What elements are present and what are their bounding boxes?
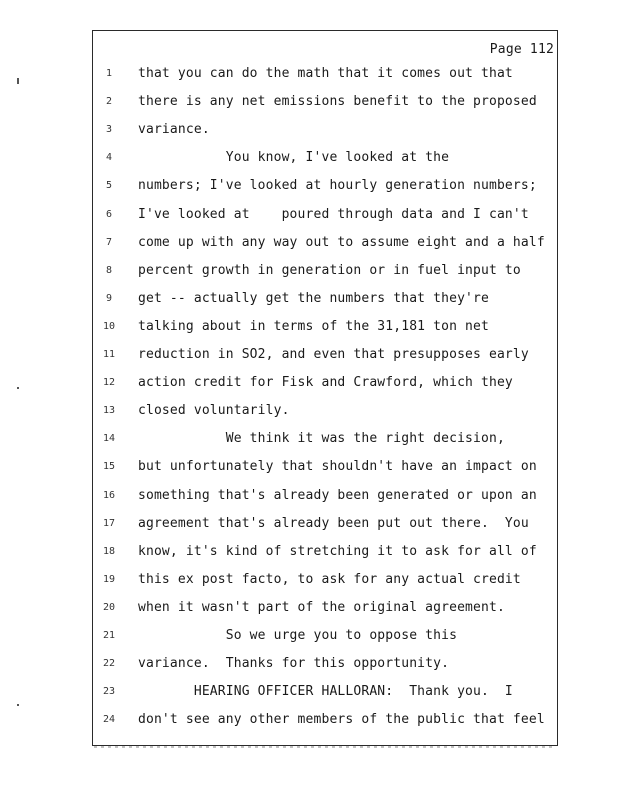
line-number: 10 xyxy=(102,320,116,332)
line-number: 15 xyxy=(102,461,116,473)
transcript-line: closed voluntarily. xyxy=(138,403,290,419)
transcript-line: I've looked at poured through data and I can't xyxy=(138,206,529,222)
transcript-line: variance. Thanks for this opportunity. xyxy=(138,656,450,672)
line-number: 4 xyxy=(105,152,113,164)
line-number: 5 xyxy=(105,180,113,192)
transcript-line: don't see any other members of the public that feel xyxy=(138,712,545,728)
transcript-line: get -- actually get the numbers that they're xyxy=(138,290,489,306)
transcript-line: So we urge you to oppose this xyxy=(138,628,458,643)
line-number: 8 xyxy=(105,264,113,276)
transcript-line: HEARING OFFICER HALLORAN: Thank you. I xyxy=(138,684,513,700)
page-number: Page 112 xyxy=(489,42,554,57)
line-number: 18 xyxy=(102,545,116,557)
scan-speck xyxy=(17,704,19,706)
line-number: 11 xyxy=(102,349,116,360)
transcript-line: something that's already been generated or upon an xyxy=(138,487,537,503)
transcript-line: that you can do the math that it comes out that xyxy=(138,66,513,81)
line-number: 16 xyxy=(102,489,116,501)
transcript-line: talking about in terms of the 31,181 ton net xyxy=(138,318,489,334)
transcript-line: know, it's kind of stretching it to ask for all of xyxy=(138,543,537,559)
scan-speck xyxy=(17,387,19,389)
transcript-line: come up with any way out to assume eight and a half xyxy=(138,234,545,250)
transcript-line: when it wasn't part of the original agreement. xyxy=(138,599,505,615)
line-number: 17 xyxy=(102,517,116,529)
line-number: 7 xyxy=(105,236,113,248)
line-number: 13 xyxy=(102,405,116,417)
line-number: 20 xyxy=(102,601,116,613)
transcript-line: there is any net emissions benefit to the proposed xyxy=(138,94,537,110)
line-number: 23 xyxy=(102,686,116,698)
scan-speck xyxy=(17,78,19,84)
scan-noise xyxy=(94,746,556,748)
transcript-line: numbers; I've looked at hourly generation numbers; xyxy=(138,178,537,194)
transcript-line: this ex post facto, to ask for any actual credit xyxy=(138,571,521,587)
transcript-line: reduction in SO2, and even that presupposes early xyxy=(138,347,529,362)
transcript-line: You know, I've looked at the xyxy=(138,150,450,166)
line-number: 3 xyxy=(105,124,113,136)
transcript-line: but unfortunately that shouldn't have an impact on xyxy=(138,459,537,475)
transcript-line: percent growth in generation or in fuel input to xyxy=(138,262,521,278)
transcript-line: action credit for Fisk and Crawford, which they xyxy=(138,375,513,391)
line-number: 6 xyxy=(105,208,113,220)
line-number: 2 xyxy=(105,96,113,108)
line-number: 21 xyxy=(102,630,116,641)
line-number: 9 xyxy=(105,292,113,304)
transcript-line: agreement that's already been put out there. You xyxy=(138,515,529,531)
line-number: 24 xyxy=(102,714,116,726)
line-number: 14 xyxy=(102,433,116,445)
line-number: 12 xyxy=(102,377,116,389)
transcript-line: variance. xyxy=(138,122,210,138)
transcript-line: We think it was the right decision, xyxy=(138,431,505,447)
line-number: 19 xyxy=(102,573,116,585)
line-number: 1 xyxy=(105,68,113,79)
line-number: 22 xyxy=(102,658,116,670)
